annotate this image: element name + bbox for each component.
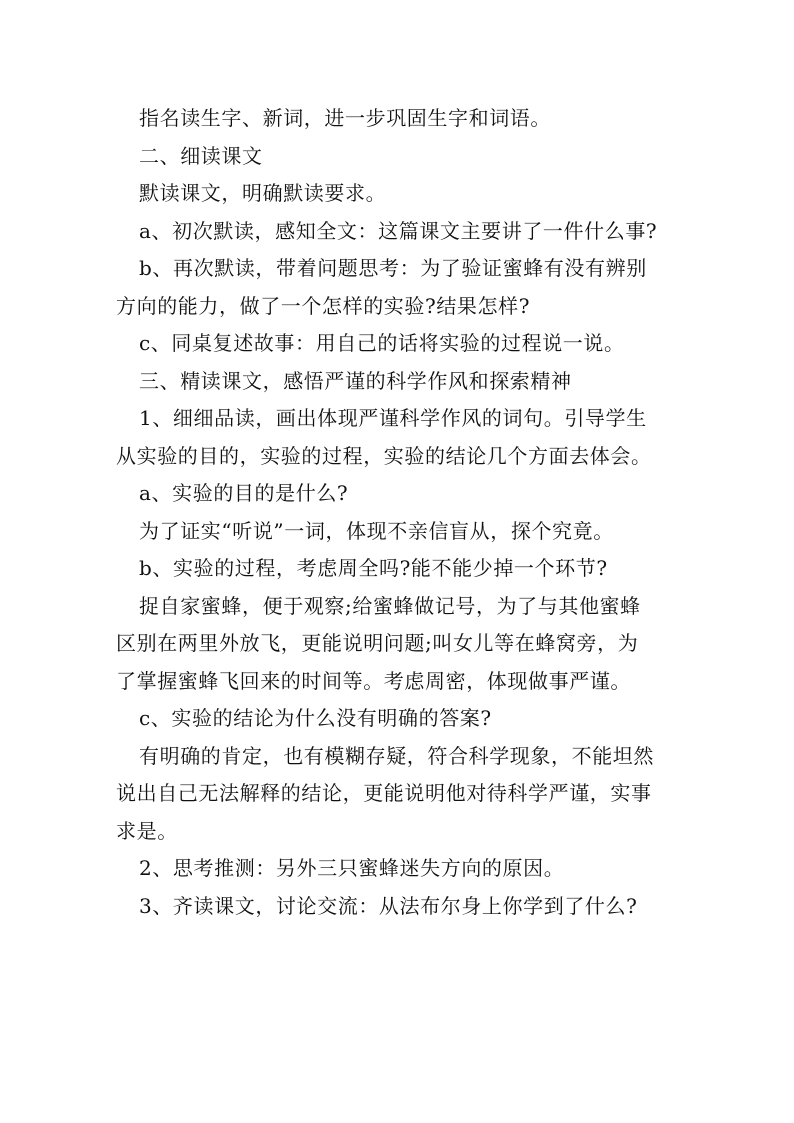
paragraph-line: 有明确的肯定，也有模糊存疑，符合科学现象，不能坦然 xyxy=(139,743,654,768)
paragraph-line: 捉自家蜜蜂，便于观察;给蜜蜂做记号，为了与其他蜜蜂 xyxy=(139,593,641,618)
paragraph-line: 方向的能力，做了一个怎样的实验?结果怎样? xyxy=(116,293,531,318)
paragraph-line: 为了证实“听说”一词，体现不亲信盲从，探个究竟。 xyxy=(139,518,614,543)
section-heading: 二、细读课文 xyxy=(139,143,263,168)
paragraph-line: c、同桌复述故事：用自己的话将实验的过程说一说。 xyxy=(139,331,625,355)
paragraph-line: 2、思考推测：另外三只蜜蜂迷失方向的原因。 xyxy=(139,856,565,880)
paragraph-line: 默读课文，明确默读要求。 xyxy=(139,181,387,205)
paragraph-line: 指名读生字、新词，进一步巩固生字和词语。 xyxy=(139,106,551,130)
paragraph-line: a、实验的目的是什么? xyxy=(139,481,349,505)
section-heading: 三、精读课文，感悟严谨的科学作风和探索精神 xyxy=(139,368,572,393)
paragraph-line: 了掌握蜜蜂飞回来的时间等。考虑周密，体现做事严谨。 xyxy=(116,668,631,693)
paragraph-line: 说出自己无法解释的结论，更能说明他对待科学严谨，实事 xyxy=(116,781,652,805)
paragraph-line: b、再次默读，带着问题思考：为了验证蜜蜂有没有辨别 xyxy=(139,256,647,280)
paragraph-line: a、初次默读，感知全文：这篇课文主要讲了一件什么事? xyxy=(139,218,658,243)
paragraph-line: 从实验的目的，实验的过程，实验的结论几个方面去体会。 xyxy=(116,443,652,468)
paragraph-line: b、实验的过程，考虑周全吗?能不能少掉一个环节? xyxy=(139,556,608,580)
paragraph-line: 求是。 xyxy=(116,818,178,843)
document-body xyxy=(116,100,696,925)
paragraph-line: 区别在两里外放飞，更能说明问题;叫女儿等在蜂窝旁，为 xyxy=(116,631,639,655)
paragraph-line: c、实验的结论为什么没有明确的答案? xyxy=(139,706,492,730)
paragraph-line: 3、齐读课文，讨论交流：从法布尔身上你学到了什么? xyxy=(139,893,638,918)
paragraph-line: 1、细细品读，画出体现严谨科学作风的词句。引导学生 xyxy=(139,406,647,430)
